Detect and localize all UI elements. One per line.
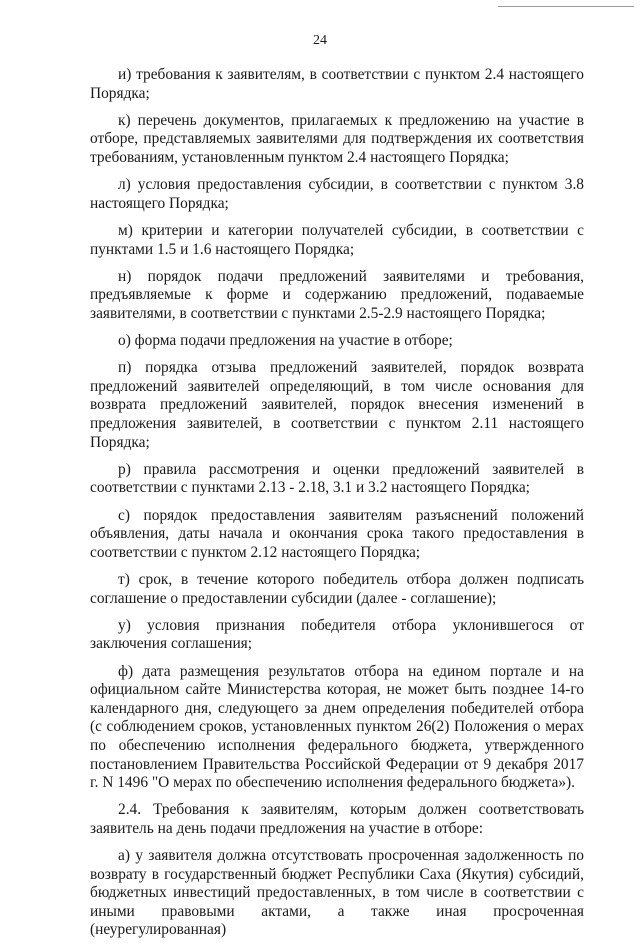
- paragraph-item-t: т) срок, в течение которого победитель отбора должен подписать соглашение о предоставлении субсидии (далее - соглашение);: [90, 571, 584, 607]
- section-2-4-heading: 2.4. Требования к заявителям, которым должен соответствовать заявитель на день подачи предложения на участие в отборе:: [90, 801, 584, 837]
- page-number: 24: [313, 33, 327, 48]
- paragraph-item-o: о) форма подачи предложения на участие в отборе;: [118, 332, 453, 350]
- paragraph-item-p: п) порядка отзыва предложений заявителей, порядок возврата предложений заявителей определяющий, в том числе основания для возврата предложений заявителей, порядок внесения изменений в предложения заявителей, в соответствии с пунктом 2.11 настоящего Порядка;: [90, 359, 584, 451]
- paragraph-item-l: л) условия предоставления субсидии, в соответствии с пунктом 3.8 настоящего Порядка;: [90, 176, 584, 212]
- paragraph-item-r: р) правила рассмотрения и оценки предложений заявителей в соответствии с пунктами 2.13 - 2.18, 3.1 и 3.2 настоящего Порядка;: [90, 460, 584, 497]
- paragraph-item-m: м) критерии и категории получателей субсидии, в соответствии с пунктами 1.5 и 1.6 настоящего Порядка;: [90, 221, 584, 258]
- paragraph-item-u: у) условия признания победителя отбора уклонившегося от заключения соглашения;: [90, 616, 584, 653]
- paragraph-item-k: к) перечень документов, прилагаемых к предложению на участие в отборе, представляемых заявителями для подтверждения их соответствия требованиям, установленным пунктом 2.4 настоящего Порядка;: [90, 111, 584, 166]
- paragraph-item-n: н) порядок подачи предложений заявителями и требования, предъявляемые к форме и содержанию предложений, подаваемые заявителями, в соответствии с пунктами 2.5-2.9 настоящего Порядка;: [90, 267, 584, 322]
- top-rule-divider: [498, 6, 634, 7]
- document-body: [90, 66, 584, 949]
- paragraph-item-a: а) у заявителя должна отсутствовать просроченная задолженность по возврату в государственный бюджет Республики Саха (Якутия) субсидий, бюджетных инвестиций предоставленных, в том числе в соответствии с иными правовыми актами, а также иная просроченная (неурегулированная): [90, 847, 584, 939]
- paragraph-item-f: ф) дата размещения результатов отбора на едином портале и на официальном сайте Министерства которая, не может быть позднее 14-го календарного дня, следующего за днем определения победителей отбора (с соблюдением сроков, установленных пунктом 26(2) Положения о мерах по обеспечению исполнения федерального бюджета, утвержденного постановлением Правительства Российской Федерации от 9 декабря 2017 г. N 1496 "О мерах по обеспечению исполнения федерального бюджета»).: [90, 662, 584, 792]
- paragraph-item-i: и) требования к заявителям, в соответствии с пунктом 2.4 настоящего Порядка;: [90, 66, 584, 102]
- paragraph-item-s: с) порядок предоставления заявителям разъяснений положений объявления, даты начала и окончания срока такого предоставления в соответствии с пунктом 2.12 настоящего Порядка;: [90, 506, 584, 561]
